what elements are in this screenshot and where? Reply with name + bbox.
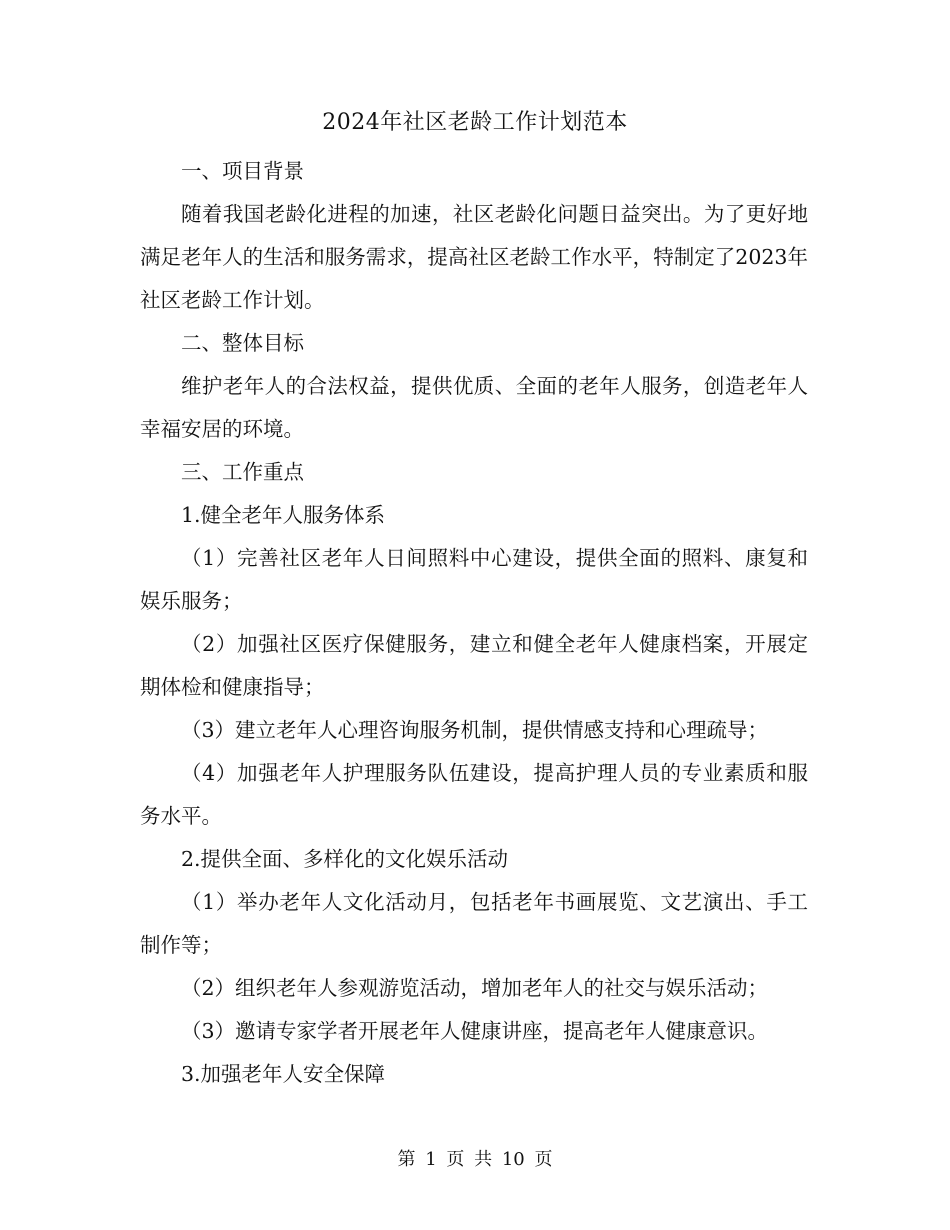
list-item: （4）加强老年人护理服务队伍建设，提高护理人员的专业素质和服务水平。: [140, 761, 808, 828]
list-item: （3）建立老年人心理咨询服务机制，提供情感支持和心理疏导；: [181, 718, 769, 742]
section-heading-background: 一、项目背景: [181, 159, 304, 183]
subheading-cultural-activities: 2.提供全面、多样化的文化娱乐活动: [181, 847, 509, 871]
section-heading-focus: 三、工作重点: [181, 460, 304, 484]
list-item: （1）举办老年人文化活动月，包括老年书画展览、文艺演出、手工制作等；: [140, 890, 808, 957]
list-item: （1）完善社区老年人日间照料中心建设，提供全面的照料、康复和娱乐服务；: [140, 546, 808, 613]
page-number-footer: 第 1 页 共 10 页: [397, 1149, 553, 1170]
document-title: 2024年社区老龄工作计划范本: [322, 110, 628, 135]
paragraph-goal: 维护老年人的合法权益，提供优质、全面的老年人服务，创造老年人幸福安居的环境。: [140, 374, 808, 441]
subheading-service-system: 1.健全老年人服务体系: [181, 503, 386, 527]
subheading-safety: 3.加强老年人安全保障: [181, 1062, 386, 1086]
list-item: （2）组织老年人参观游览活动，增加老年人的社交与娱乐活动；: [181, 976, 769, 1000]
list-item: （3）邀请专家学者开展老年人健康讲座，提高老年人健康意识。: [181, 1019, 769, 1043]
paragraph-background: 随着我国老龄化进程的加速，社区老龄化问题日益突出。为了更好地满足老年人的生活和服务需求，提高社区老龄工作水平，特制定了2023年社区老龄工作计划。: [140, 202, 808, 312]
section-heading-goal: 二、整体目标: [181, 331, 304, 355]
document-body: [140, 150, 808, 1096]
list-item: （2）加强社区医疗保健服务，建立和健全老年人健康档案，开展定期体检和健康指导；: [140, 632, 808, 699]
